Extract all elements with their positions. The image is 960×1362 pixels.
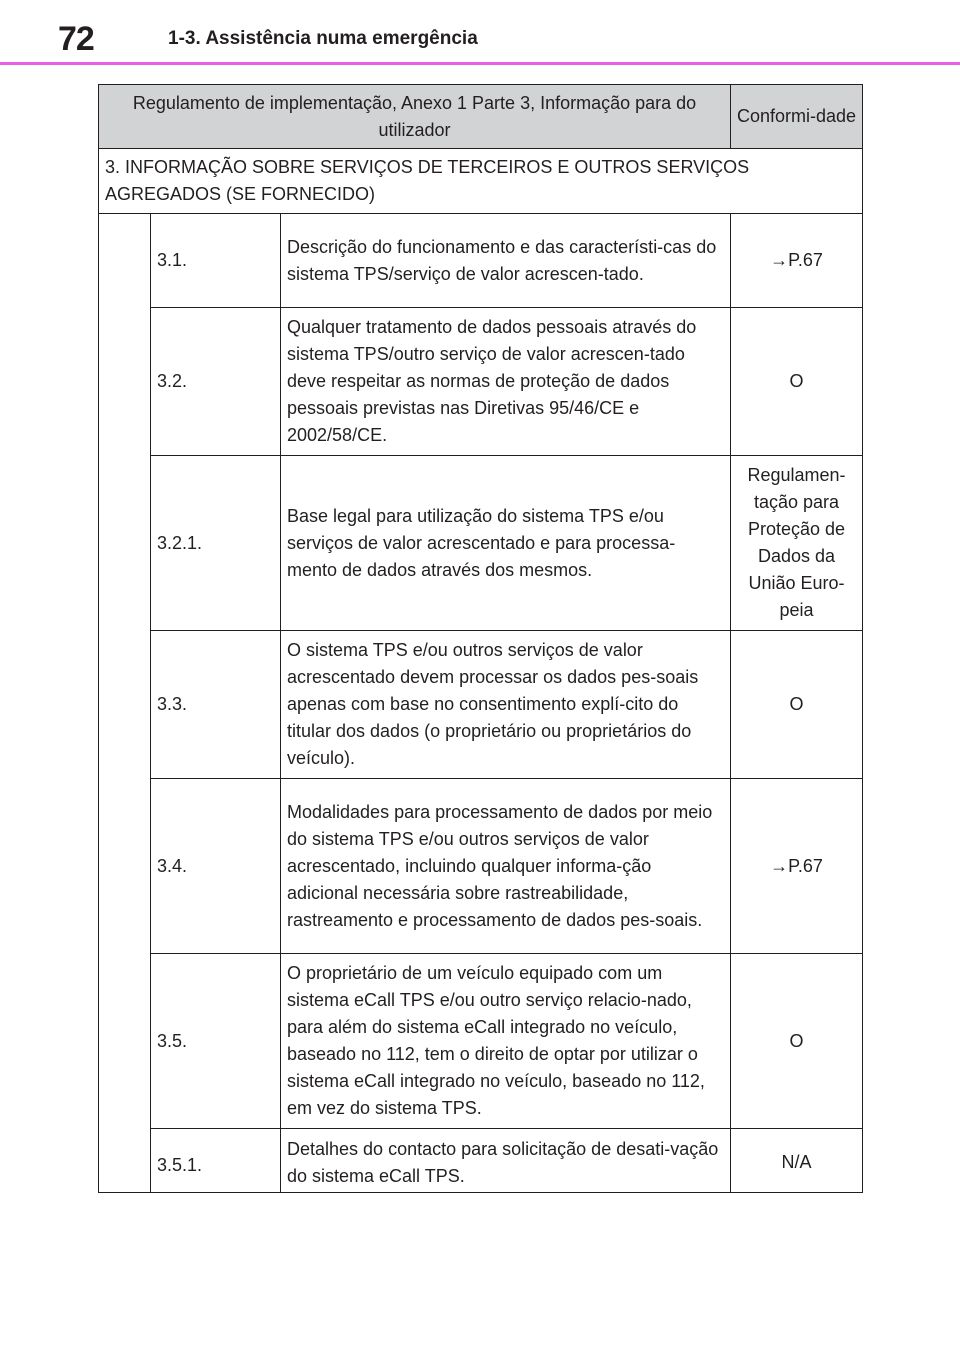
indent-cell	[99, 214, 151, 1193]
item-description: Base legal para utilização do sistema TPS e/ou serviços de valor acrescentado e para processa-mento de dados através dos mesmos.	[281, 456, 731, 631]
item-number: 3.3.	[151, 631, 281, 779]
item-conformity: N/A	[731, 1129, 863, 1193]
item-number: 3.5.	[151, 954, 281, 1129]
item-description: Descrição do funcionamento e das característi-cas do sistema TPS/serviço de valor acrescen-tado.	[281, 214, 731, 308]
table-row	[99, 631, 863, 779]
table-row	[99, 1129, 863, 1193]
item-description: Qualquer tratamento de dados pessoais através do sistema TPS/outro serviço de valor acrescen-tado deve respeitar as normas de proteção de dados pessoais previstas nas Diretivas 95/46/CE e 2002/58/CE.	[281, 308, 731, 456]
item-conformity: →P.67	[731, 779, 863, 954]
table-header-row	[99, 85, 863, 149]
item-conformity: →P.67	[731, 214, 863, 308]
item-description: O sistema TPS e/ou outros serviços de valor acrescentado devem processar os dados pes-soais apenas com base no consentimento explí-cito do titular dos dados (o proprietário ou proprietários do veículo).	[281, 631, 731, 779]
item-number: 3.5.1.	[151, 1129, 281, 1193]
item-number: 3.4.	[151, 779, 281, 954]
item-conformity: O	[731, 308, 863, 456]
item-number: 3.2.1.	[151, 456, 281, 631]
conformity-table	[98, 84, 863, 1193]
table-row	[99, 308, 863, 456]
header-divider	[0, 62, 960, 65]
page-header	[0, 0, 960, 68]
table-row	[99, 779, 863, 954]
section-title: 1-3. Assistência numa emergência	[168, 28, 478, 49]
item-conformity: Regulamen-tação para Proteção de Dados da União Euro-peia	[731, 456, 863, 631]
item-description: Modalidades para processamento de dados por meio do sistema TPS e/ou outros serviços de valor acrescentado, incluindo qualquer informa-ção adicional necessária sobre rastreabilidade, rastreamento e processamento de dados pes-soais.	[281, 779, 731, 954]
column-header-conformity: Conformi-dade	[731, 85, 863, 149]
table-row	[99, 214, 863, 308]
item-number: 3.2.	[151, 308, 281, 456]
table-row	[99, 456, 863, 631]
item-description: O proprietário de um veículo equipado com um sistema eCall TPS e/ou outro serviço relacio-nado, para além do sistema eCall integrado no veículo, baseado no 112, tem o direito de optar por utilizar o sistema eCall integrado no veículo, baseado no 112, em vez do sistema TPS.	[281, 954, 731, 1129]
section-heading: 3. INFORMAÇÃO SOBRE SERVIÇOS DE TERCEIROS E OUTROS SERVIÇOS AGREGADOS (SE FORNECIDO)	[99, 149, 863, 214]
column-header-regulation: Regulamento de implementação, Anexo 1 Parte 3, Informação para do utilizador	[99, 85, 731, 149]
item-conformity: O	[731, 954, 863, 1129]
item-conformity: O	[731, 631, 863, 779]
item-number: 3.1.	[151, 214, 281, 308]
section-heading-row	[99, 149, 863, 214]
item-description: Detalhes do contacto para solicitação de desati-vação do sistema eCall TPS.	[281, 1129, 731, 1193]
table-row	[99, 954, 863, 1129]
page-number: 72	[58, 20, 94, 58]
